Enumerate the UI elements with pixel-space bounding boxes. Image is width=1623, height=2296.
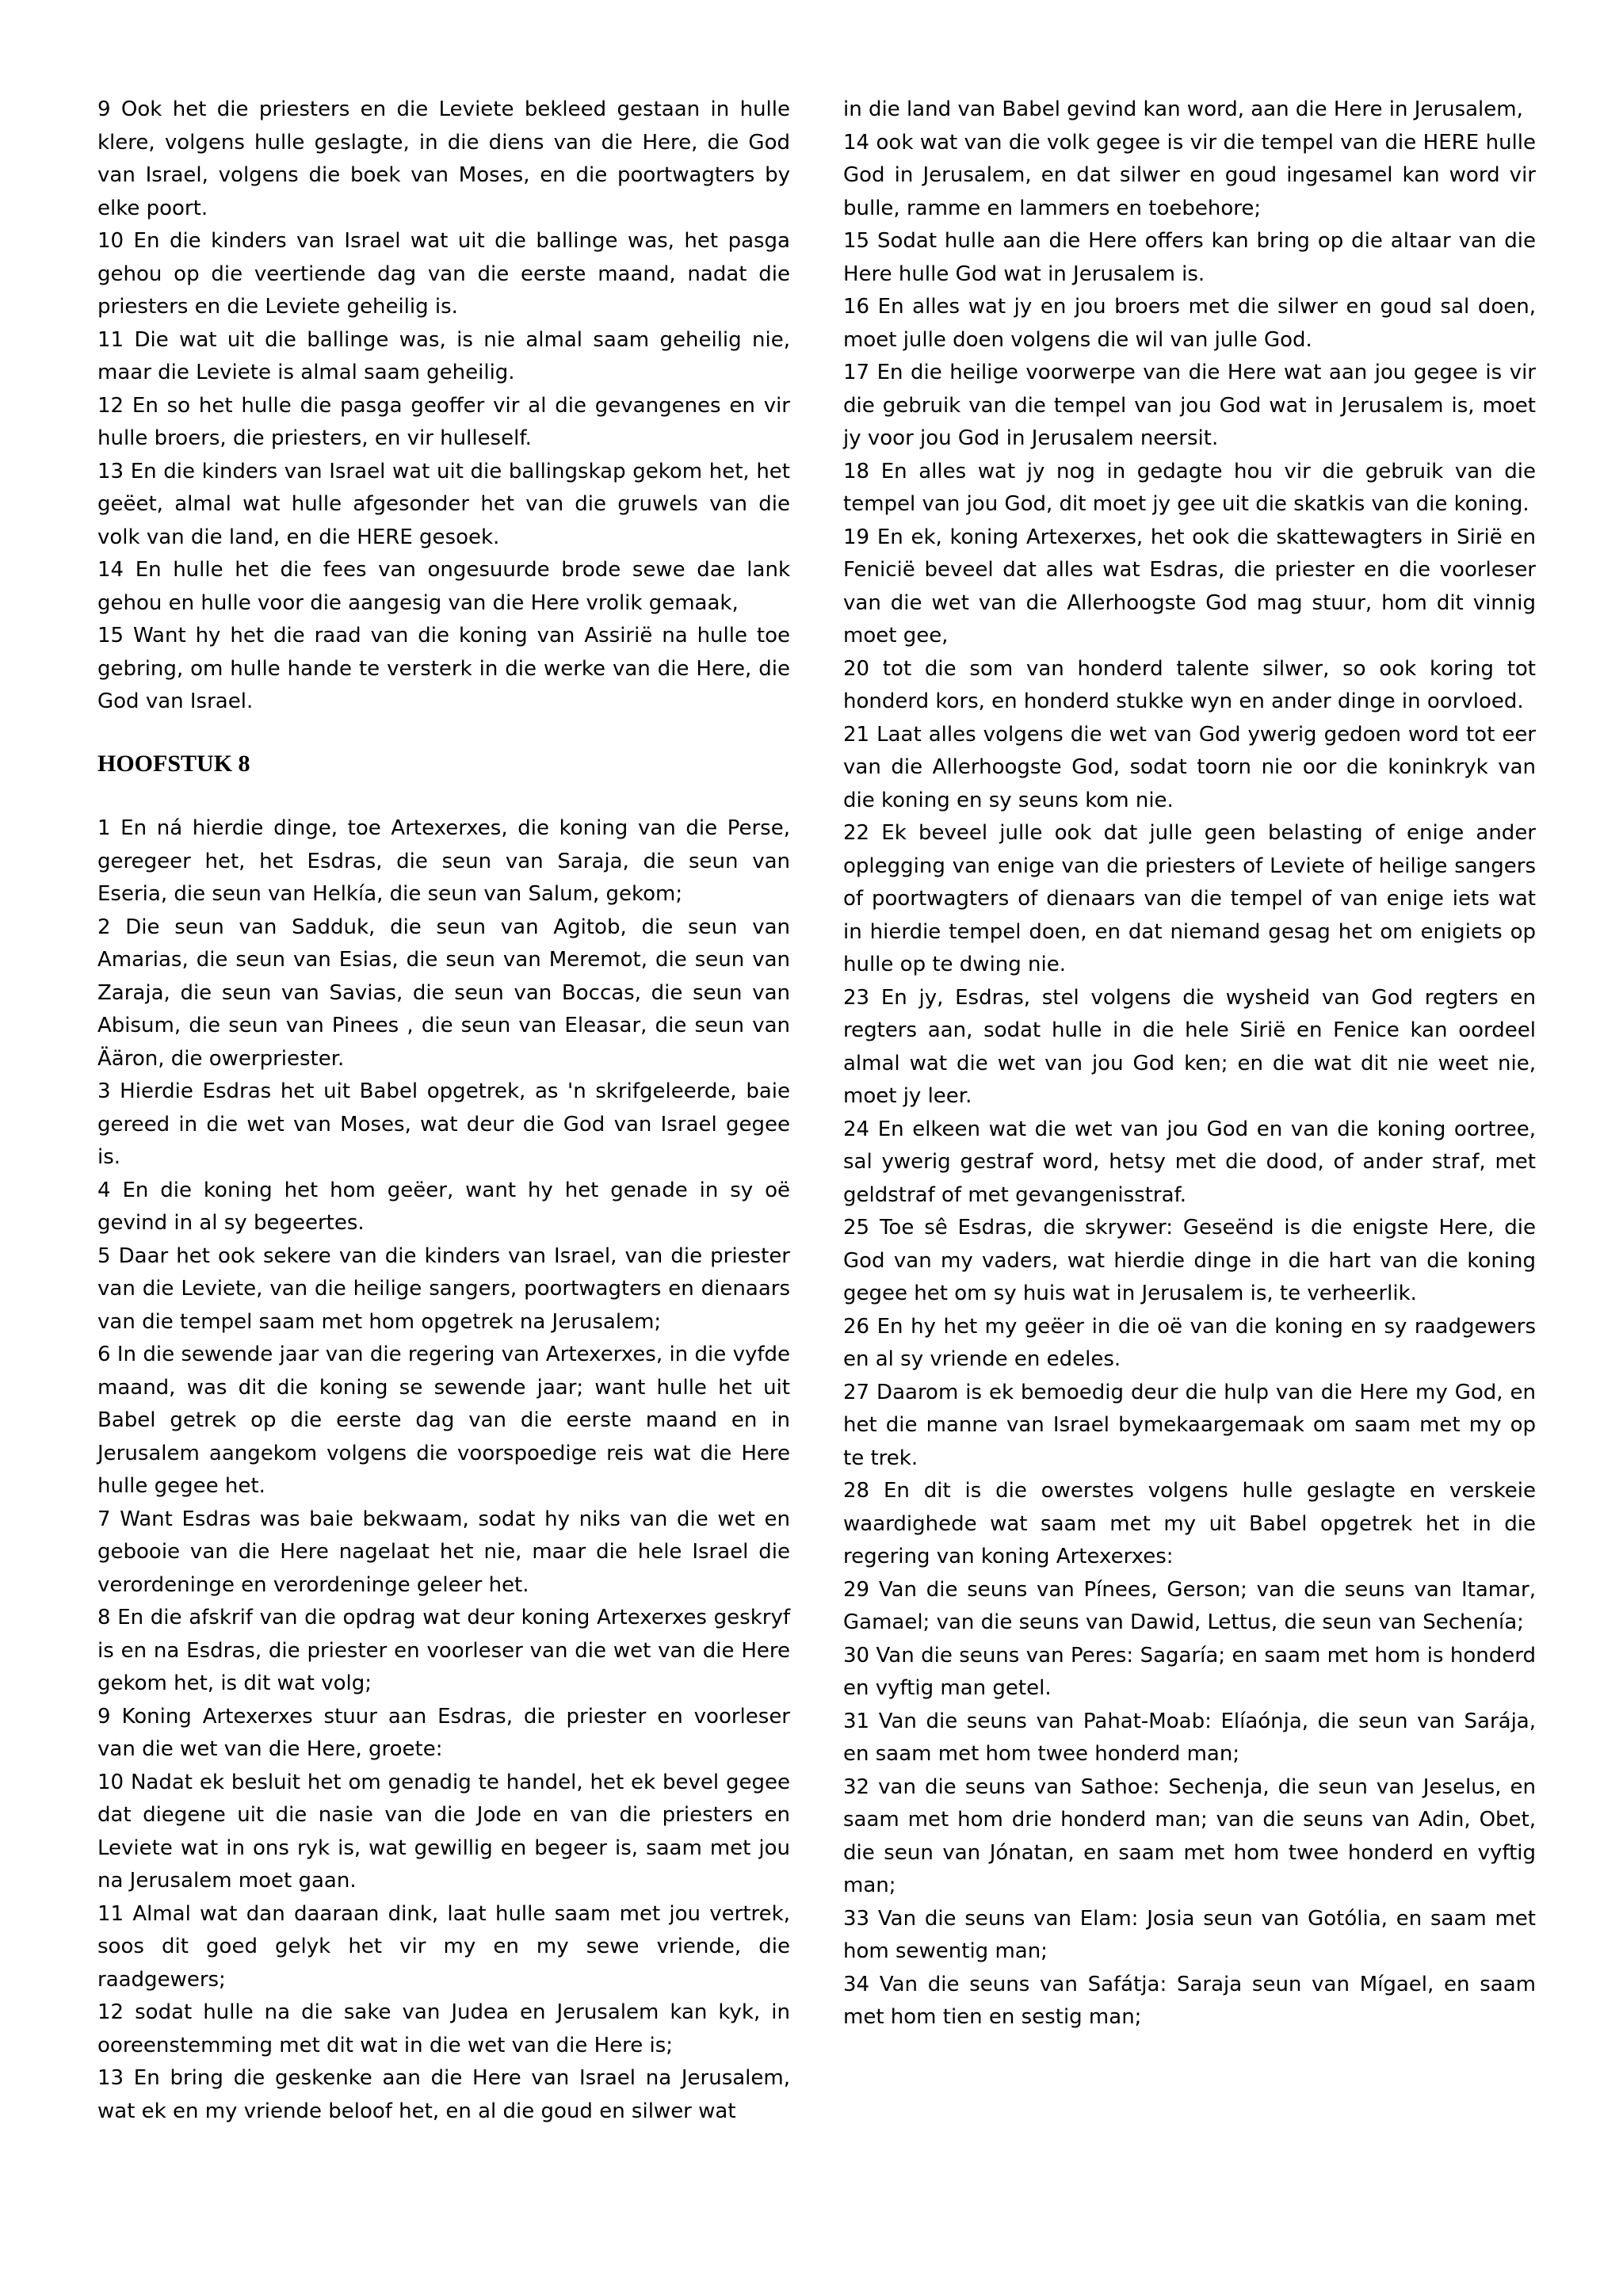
verse: 8 En die afskrif van die opdrag wat deur koning Artexerxes geskryf is en na Esdras, die priester en voorleser van die wet van die Here gekom het, is dit wat volg; — [97, 1606, 790, 1695]
verse: 18 En alles wat jy nog in gedagte hou vir die gebruik van die tempel van jou God, dit moet jy gee uit die skatkis van die koning. — [843, 459, 1536, 516]
verse: 10 Nadat ek besluit het om genadig te handel, het ek bevel gegee dat diegene uit die nasie van die Jode en van die priesters en Leviete wat in ons ryk is, wat gewillig en begeer is, saam met jou na Jerusalem moet gaan. — [97, 1770, 790, 1893]
verse: 27 Daarom is ek bemoedig deur die hulp van die Here my God, en het die manne van Israel bymekaargemaak om saam met my op te trek. — [843, 1380, 1536, 1470]
verse: 28 En dit is die owerstes volgens hulle geslagte en verskeie waardighede wat saam met my uit Babel opgetrek het in die regering van koning Artexerxes: — [843, 1479, 1536, 1568]
verse: 11 Die wat uit die ballinge was, is nie almal saam geheilig nie, maar die Leviete is almal saam geheilig. — [97, 327, 790, 384]
verse: 9 Koning Artexerxes stuur aan Esdras, die priester en voorleser van die wet van die Here, groete: — [97, 1704, 790, 1761]
verse: 16 En alles wat jy en jou broers met die silwer en goud sal doen, moet julle doen volgens die wil van julle God. — [843, 295, 1536, 352]
chapter-heading: HOOFSTUK 8 — [97, 750, 250, 777]
verse: 34 Van die seuns van Safátja: Saraja seun van Mígael, en saam met hom tien en sestig man; — [843, 1972, 1536, 2029]
verse: 12 En so het hulle die pasga geoffer vir al die gevangenes en vir hulle broers, die priesters, en vir hulleself. — [97, 393, 790, 450]
verse: 20 tot die som van honderd talente silwer, so ook koring tot honderd kors, en honderd stukke wyn en ander dinge in oorvloed. — [843, 656, 1536, 713]
verse: 9 Ook het die priesters en die Leviete bekleed gestaan in hulle klere, volgens hulle geslagte, in die diens van die Here, die God van Israel, volgens die boek van Moses, en die poortwagters by elke poort. — [97, 97, 790, 220]
verse: 1 En ná hierdie dinge, toe Artexerxes, die koning van die Perse, geregeer het, het Esdras, die seun van Saraja, die seun van Eseria, die seun van Helkía, die seun van Salum, gekom; — [97, 816, 790, 906]
right-column — [843, 94, 1536, 2034]
verse: 21 Laat alles volgens die wet van God ywerig gedoen word tot eer van die Allerhoogste God, sodat toorn nie oor die koninkryk van die koning en sy seuns kom nie. — [843, 722, 1536, 812]
verse: 30 Van die seuns van Peres: Sagaría; en saam met hom is honderd en vyftig man getel. — [843, 1643, 1536, 1700]
verse: 4 En die koning het hom geëer, want hy het genade in sy oë gevind in al sy begeertes. — [97, 1178, 790, 1235]
verse: 13 En die kinders van Israel wat uit die ballingskap gekom het, het geëet, almal wat hulle afgesonder het van die gruwels van die volk van die land, en die HERE gesoek. — [97, 459, 790, 549]
verse: 3 Hierdie Esdras het uit Babel opgetrek, as 'n skrifgeleerde, baie gereed in die wet van Moses, wat deur die God van Israel gegee is. — [97, 1079, 790, 1169]
verse: 14 En hulle het die fees van ongesuurde brode sewe dae lank gehou en hulle voor die aangesig van die Here vrolik gemaak, — [97, 558, 790, 615]
verse: in die land van Babel gevind kan word, aan die Here in Jerusalem, — [843, 97, 1523, 121]
verse: 17 En die heilige voorwerpe van die Here wat aan jou gegee is vir die gebruik van die tempel van jou God wat in Jerusalem is, moet jy voor jou God in Jerusalem neersit. — [843, 361, 1536, 450]
verse: 19 En ek, koning Artexerxes, het ook die skattewagters in Sirië en Fenicië beveel dat alles wat Esdras, die priester en die voorleser van die wet van die Allerhoogste God mag stuur, hom dit vinnig moet gee, — [843, 525, 1536, 648]
verse: 15 Sodat hulle aan die Here offers kan bring op die altaar van die Here hulle God wat in Jerusalem is. — [843, 229, 1536, 286]
verse: 12 sodat hulle na die sake van Judea en Jerusalem kan kyk, in ooreenstemming met dit wat in die wet van die Here is; — [97, 2000, 790, 2057]
verse: 2 Die seun van Sadduk, die seun van Agitob, die seun van Amarias, die seun van Esias, die seun van Meremot, die seun van Zaraja, die seun van Savias, die seun van Boccas, die seun van Abisum, die seun van Pinees , die seun van Eleasar, die seun van Ääron, die owerpriester. — [97, 915, 790, 1071]
verse: 13 En bring die geskenke aan die Here van Israel na Jerusalem, wat ek en my vriende beloof het, en al die goud en silwer wat — [97, 2066, 790, 2123]
verse: 24 En elkeen wat die wet van jou God en van die koning oortree, sal ywerig gestraf word, hetsy met die dood, of ander straf, met geldstraf of met gevangenisstraf. — [843, 1117, 1536, 1207]
verse: 32 van die seuns van Sathoe: Sechenja, die seun van Jeselus, en saam met hom drie honderd man; van die seuns van Adin, Obet, die seun van Jónatan, en saam met hom twee honderd en vyftig man; — [843, 1775, 1536, 1897]
verse: 22 Ek beveel julle ook dat julle geen belasting of enige ander oplegging van enige van die priesters of Leviete of heilige sangers of poortwagters of dienaars van die tempel of van enige iets wat in hierdie tempel doen, en dat niemand gesag het om enigiets op hulle op te dwing nie. — [843, 821, 1536, 976]
verse: 25 Toe sê Esdras, die skrywer: Geseënd is die enigste Here, die God van my vaders, wat hierdie dinge in die hart van die koning gegee het om sy huis wat in Jerusalem is, te verheerlik. — [843, 1216, 1536, 1305]
verse: 23 En jy, Esdras, stel volgens die wysheid van God regters en regters aan, sodat hulle in die hele Sirië en Fenice kan oordeel almal wat die wet van jou God ken; en die wat dit nie weet nie, moet jy leer. — [843, 985, 1536, 1108]
verse: 7 Want Esdras was baie bekwaam, sodat hy niks van die wet en gebooie van die Here nagelaat het nie, maar die hele Israel die verordeninge en verordeninge geleer het. — [97, 1507, 790, 1597]
verse: 10 En die kinders van Israel wat uit die ballinge was, het pasga gehou op die veertiende dag van die eerste maand, nadat die priesters en die Leviete geheilig is. — [97, 229, 790, 319]
verse: 31 Van die seuns van Pahat-Moab: Elíaónja, die seun van Sarája, en saam met hom twee honderd man; — [843, 1709, 1536, 1766]
verse: 33 Van die seuns van Elam: Josia seun van Gotólia, en saam met hom sewentig man; — [843, 1906, 1536, 1963]
left-column — [97, 94, 790, 2128]
verse: 15 Want hy het die raad van die koning van Assirië na hulle toe gebring, om hulle hande te versterk in die werke van die Here, die God van Israel. — [97, 624, 790, 713]
verse: 14 ook wat van die volk gegee is vir die tempel van die HERE hulle God in Jerusalem, en dat silwer en goud ingesamel kan word vir bulle, ramme en lammers en toebehore; — [843, 130, 1536, 220]
verse: 29 Van die seuns van Pínees, Gerson; van die seuns van Itamar, Gamael; van die seuns van Dawid, Lettus, die seun van Sechenía; — [843, 1577, 1536, 1634]
verse: 26 En hy het my geëer in die oë van die koning en sy raadgewers en al sy vriende en edeles. — [843, 1314, 1536, 1371]
verse: 11 Almal wat dan daaraan dink, laat hulle saam met jou vertrek, soos dit goed gelyk het vir my en my sewe vriende, die raadgewers; — [97, 1901, 790, 1992]
verse: 6 In die sewende jaar van die regering van Artexerxes, in die vyfde maand, was dit die koning se sewende jaar; want hulle het uit Babel getrek op die eerste dag van die eerste maand en in Jerusalem aangekom volgens die voorspoedige reis wat die Here hulle gegee het. — [97, 1343, 790, 1498]
verse: 5 Daar het ook sekere van die kinders van Israel, van die priester van die Leviete, van die heilige sangers, poortwagters en dienaars van die tempel saam met hom opgetrek na Jerusalem; — [97, 1244, 790, 1334]
